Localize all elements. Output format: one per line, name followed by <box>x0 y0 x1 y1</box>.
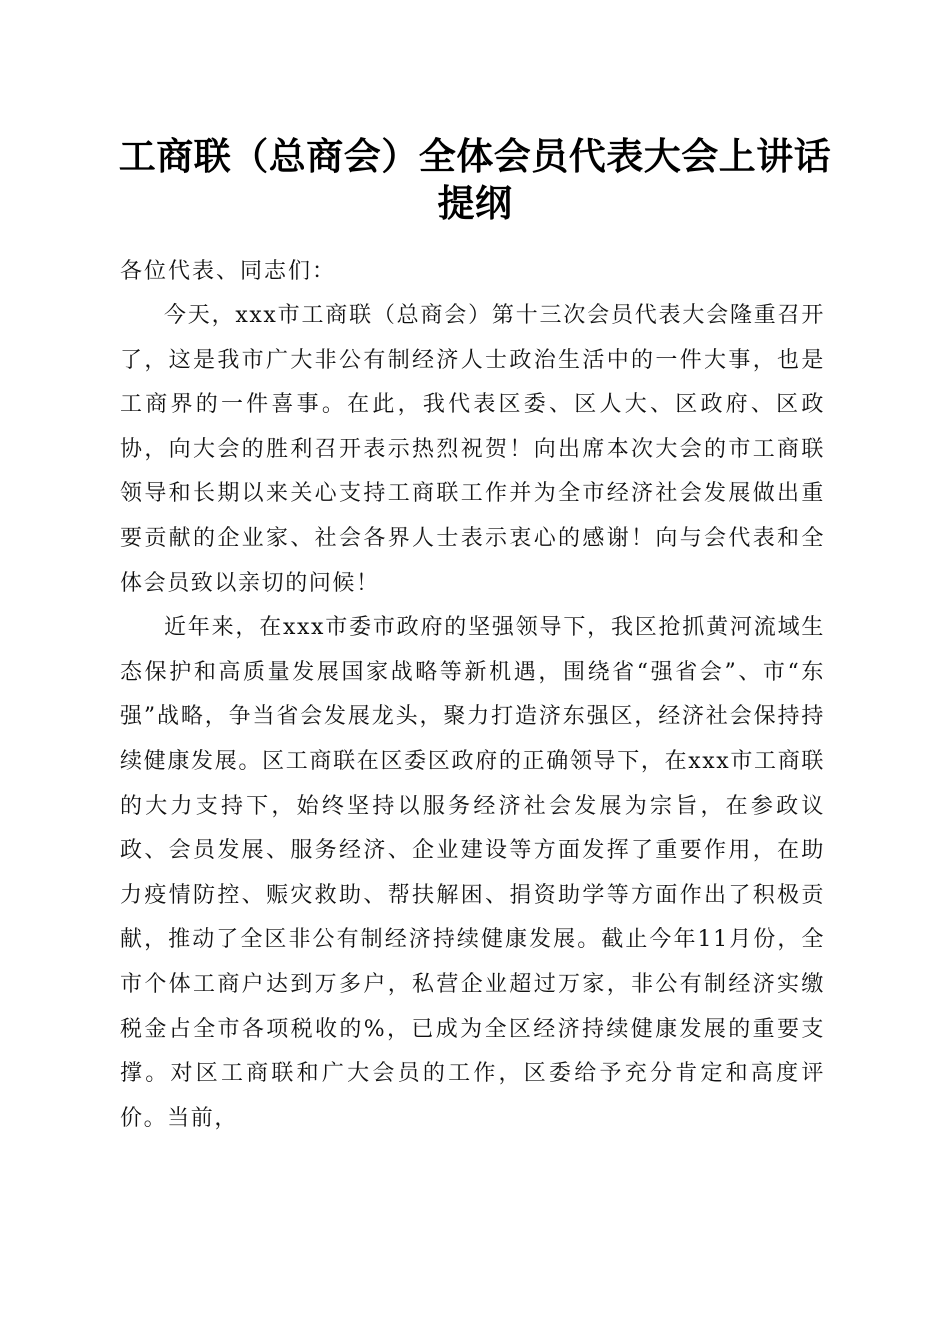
paragraph-2: 近年来，在xxx市委市政府的坚强领导下，我区抢抓黄河流域生态保护和高质量发展国家战略等新机遇，围绕省“强省会”、市“东强”战略，争当省会发展龙头，聚力打造济东强区，经济社会保持持续健康发展。区工商联在区委区政府的正确领导下，在xxx市工商联的大力支持下，始终坚持以服务经济社会发展为宗旨，在参政议政、会员发展、服务经济、企业建设等方面发挥了重要作用，在助力疫情防控、赈灾救助、帮扶解困、捐资助学等方面作出了积极贡献，推动了全区非公有制经济持续健康发展。截止今年11月份，全市个体工商户达到万多户，私营企业超过万家，非公有制经济实缴税金占全市各项税收的%，已成为全区经济持续健康发展的重要支撑。对区工商联和广大会员的工作，区委给予充分肯定和高度评价。当前， <box>120 615 825 1131</box>
document-body <box>120 250 825 1141</box>
salutation: 各位代表、同志们： <box>120 259 337 284</box>
paragraph-1: 今天，xxx市工商联（总商会）第十三次会员代表大会隆重召开了，这是我市广大非公有制经济人士政治生活中的一件大事，也是工商界的一件喜事。在此，我代表区委、区人大、区政府、区政协，向大会的胜利召开表示热烈祝贺！向出席本次大会的市工商联领导和长期以来关心支持工商联工作并为全市经济社会发展做出重要贡献的企业家、社会各界人士表示衷心的感谢！向与会代表和全体会员致以亲切的问候！ <box>120 303 825 596</box>
document-title: 工商联（总商会）全体会员代表大会上讲话提纲 <box>118 134 832 225</box>
